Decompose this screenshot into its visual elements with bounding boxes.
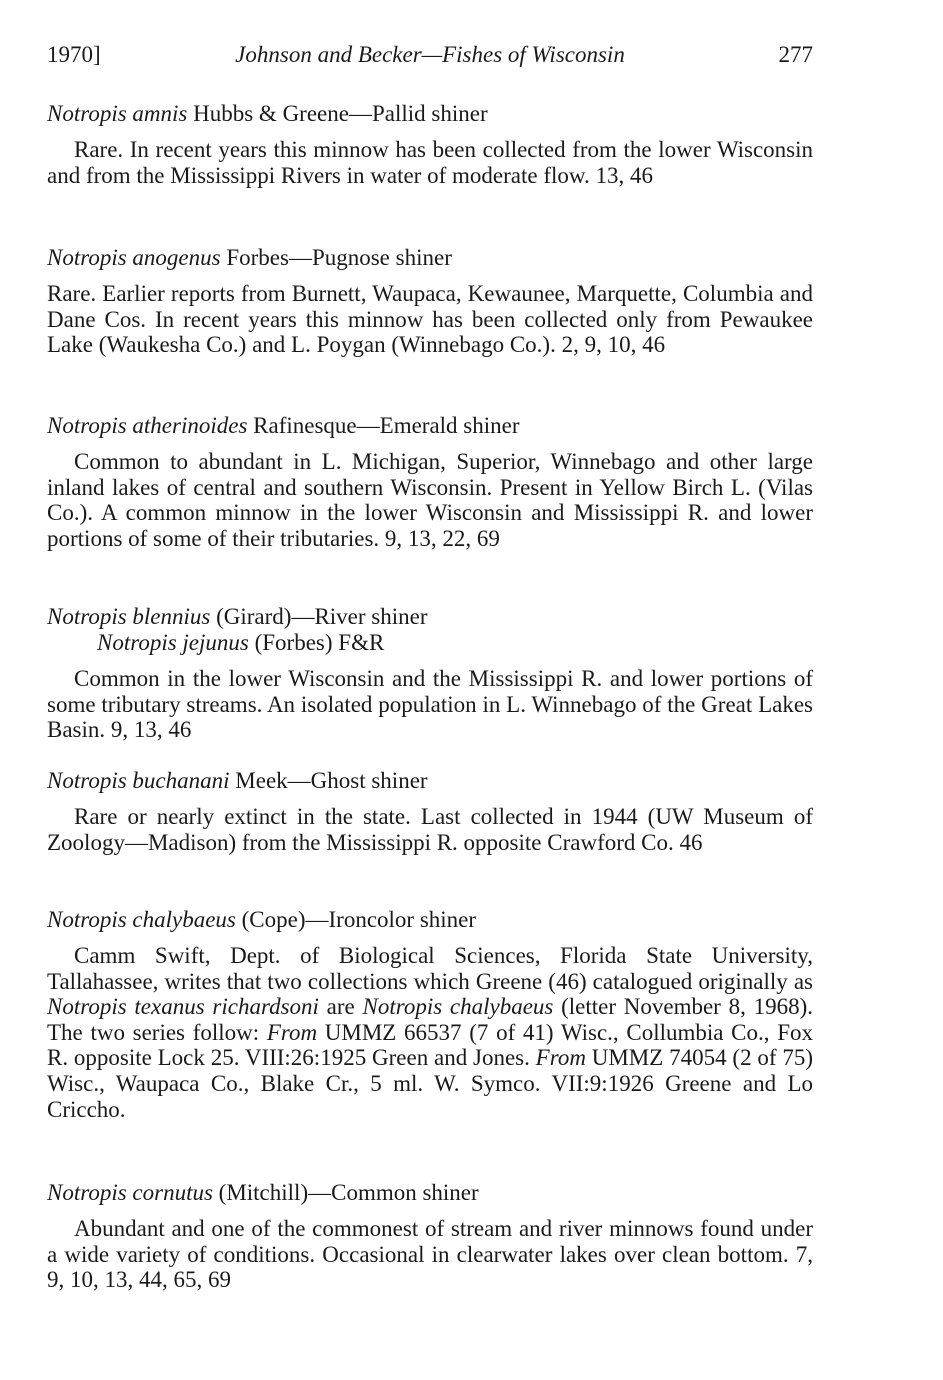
synonym-author: (Forbes) F&R	[248, 630, 385, 655]
species-heading	[47, 413, 813, 439]
species-heading	[47, 245, 813, 271]
italic-from: From	[266, 1019, 318, 1045]
species-heading	[47, 1180, 813, 1206]
author-common-name: (Mitchill)—Common shiner	[212, 1180, 479, 1205]
text-segment: UMMZ 74054 (2 of 75) Wisc., Waupaca Co., Blake Cr., 5 ml. W. Symco. VII:9:1926 Greene and Lo Criccho.	[47, 1045, 813, 1122]
running-header	[47, 40, 813, 70]
species-heading	[47, 604, 813, 630]
italic-scientific-name: Notropis chalybaeus	[362, 994, 554, 1020]
species-entry-notropis-blennius	[47, 604, 813, 743]
author-common-name: Rafinesque—Emerald shiner	[247, 413, 520, 438]
species-description: Abundant and one of the commonest of stream and river minnows found under a wide variety of conditions. Occasional in clearwater lakes over clean bottom. 7, 9, 10, 13, 44, 65, 69	[47, 1216, 813, 1293]
author-common-name: (Girard)—River shiner	[210, 604, 428, 629]
scientific-name: Notropis chalybaeus	[47, 907, 236, 932]
page-number: 277	[778, 42, 813, 67]
species-heading	[47, 768, 813, 794]
author-common-name: (Cope)—Ironcolor shiner	[235, 907, 477, 932]
species-description: Rare. In recent years this minnow has been collected from the lower Wisconsin and from the Mississippi Rivers in water of moderate flow. 13, 46	[47, 137, 813, 188]
species-description: Common in the lower Wisconsin and the Mississippi R. and lower portions of some tributary streams. An isolated population in L. Winnebago of the Great Lakes Basin. 9, 13, 46	[47, 666, 813, 743]
species-heading	[47, 907, 813, 933]
species-description	[47, 943, 813, 1122]
author-common-name: Forbes—Pugnose shiner	[220, 245, 452, 270]
synonym-scientific-name: Notropis jejunus	[97, 630, 249, 655]
species-heading	[47, 101, 813, 127]
author-common-name: Hubbs & Greene—Pallid shiner	[187, 101, 488, 126]
species-description: Common to abundant in L. Michigan, Superior, Winnebago and other large inland lakes of central and southern Wisconsin. Present in Yellow Birch L. (Vilas Co.). A common minnow in the lower Wisconsin and Mississippi R. and lower portions of some of their tributaries. 9, 13, 22, 69	[47, 449, 813, 551]
text-segment: (letter November 8, 1968). The two series follow:	[47, 994, 813, 1045]
scientific-name: Notropis blennius	[47, 604, 211, 629]
text-segment: UMMZ 66537 (7 of 41) Wisc., Collumbia Co., Fox R. opposite Lock 25. VIII:26:1925 Green and Jones.	[47, 1019, 813, 1071]
header-year: 1970]	[47, 42, 101, 67]
species-description: Rare. Earlier reports from Burnett, Waupaca, Kewaunee, Marquette, Columbia and Dane Cos. In recent years this minnow has been collected only from Pewaukee Lake (Waukesha Co.) and L. Poygan (Winnebago Co.). 2, 9, 10, 46	[47, 281, 813, 358]
species-entry-notropis-atherinoides	[47, 413, 813, 551]
scientific-name: Notropis amnis	[47, 101, 188, 126]
species-entry-notropis-chalybaeus	[47, 907, 813, 1122]
scientific-name: Notropis cornutus	[47, 1180, 213, 1205]
header-title: Johnson and Becker—Fishes of Wisconsin	[235, 42, 625, 67]
species-entry-notropis-anogenus	[47, 245, 813, 358]
text-segment: are	[318, 994, 363, 1020]
species-entry-notropis-amnis	[47, 101, 813, 188]
synonym-heading	[47, 630, 813, 656]
species-description: Rare or nearly extinct in the state. Last collected in 1944 (UW Museum of Zoology—Madison) from the Mississippi R. opposite Crawford Co. 46	[47, 804, 813, 855]
scientific-name: Notropis anogenus	[47, 245, 221, 270]
species-entry-notropis-buchanani	[47, 768, 813, 855]
species-entry-notropis-cornutus	[47, 1180, 813, 1293]
text-segment: Camm Swift, Dept. of Biological Sciences, Florida State University, Tallahassee, writes that two collections which Greene (46) catalogued originally as	[47, 943, 813, 994]
author-common-name: Meek—Ghost shiner	[229, 768, 428, 793]
scientific-name: Notropis atherinoides	[47, 413, 248, 438]
italic-from: From	[535, 1045, 586, 1071]
italic-scientific-name: Notropis texanus richardsoni	[47, 994, 319, 1020]
scientific-name: Notropis buchanani	[47, 768, 230, 793]
